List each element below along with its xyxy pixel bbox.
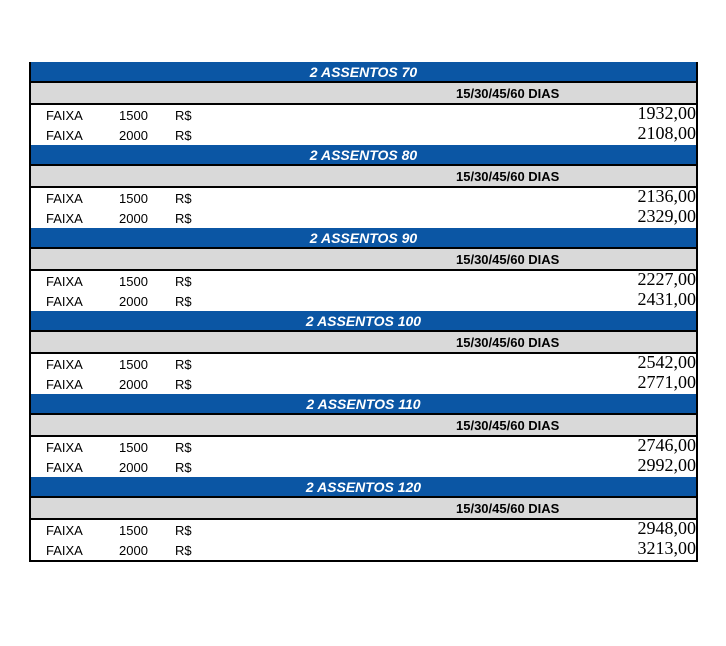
faixa-value: 2000: [119, 211, 148, 226]
faixa-label: FAIXA: [46, 128, 83, 143]
currency-label: R$: [175, 377, 192, 392]
price-table: [29, 62, 698, 562]
price-section: [31, 311, 696, 394]
faixa-value: 2000: [119, 377, 148, 392]
section-subheader: [31, 332, 696, 354]
price-row: [31, 208, 696, 228]
faixa-label: FAIXA: [46, 543, 83, 558]
currency-label: R$: [175, 460, 192, 475]
faixa-label: FAIXA: [46, 274, 83, 289]
section-subheader: [31, 249, 696, 271]
currency-label: R$: [175, 294, 192, 309]
price-row: [31, 105, 696, 125]
faixa-value: 1500: [119, 108, 148, 123]
currency-label: R$: [175, 543, 192, 558]
faixa-label: FAIXA: [46, 377, 83, 392]
price-value: 2542,00: [637, 352, 696, 372]
price-row: [31, 437, 696, 457]
section-subheader: [31, 83, 696, 105]
payment-terms-header: 15/30/45/60 DIAS: [456, 86, 560, 101]
faixa-value: 1500: [119, 357, 148, 372]
currency-label: R$: [175, 191, 192, 206]
price-section: [31, 145, 696, 228]
payment-terms-header: 15/30/45/60 DIAS: [456, 501, 560, 516]
price-section: [31, 228, 696, 311]
payment-terms-header: 15/30/45/60 DIAS: [456, 252, 560, 267]
currency-label: R$: [175, 108, 192, 123]
price-section: [31, 477, 696, 562]
price-value: 2136,00: [637, 186, 696, 206]
price-value: 2992,00: [637, 455, 696, 475]
faixa-value: 2000: [119, 294, 148, 309]
price-value: 2431,00: [637, 289, 696, 309]
section-title: 2 ASSENTOS 90: [31, 228, 696, 249]
currency-label: R$: [175, 357, 192, 372]
price-section: [31, 62, 696, 145]
section-subheader: [31, 498, 696, 520]
price-row: [31, 291, 696, 311]
faixa-label: FAIXA: [46, 523, 83, 538]
faixa-label: FAIXA: [46, 191, 83, 206]
price-row: [31, 125, 696, 145]
currency-label: R$: [175, 211, 192, 226]
faixa-value: 2000: [119, 128, 148, 143]
price-row: [31, 188, 696, 208]
faixa-value: 1500: [119, 191, 148, 206]
section-title: 2 ASSENTOS 120: [31, 477, 696, 498]
price-value: 1932,00: [637, 103, 696, 123]
faixa-label: FAIXA: [46, 357, 83, 372]
section-subheader: [31, 166, 696, 188]
payment-terms-header: 15/30/45/60 DIAS: [456, 169, 560, 184]
price-row: [31, 374, 696, 394]
faixa-label: FAIXA: [46, 211, 83, 226]
faixa-value: 1500: [119, 523, 148, 538]
payment-terms-header: 15/30/45/60 DIAS: [456, 418, 560, 433]
price-row: [31, 540, 696, 562]
price-value: 2227,00: [637, 269, 696, 289]
faixa-label: FAIXA: [46, 108, 83, 123]
price-value: 2108,00: [637, 123, 696, 143]
currency-label: R$: [175, 128, 192, 143]
section-title: 2 ASSENTOS 110: [31, 394, 696, 415]
currency-label: R$: [175, 440, 192, 455]
price-value: 3213,00: [637, 538, 696, 558]
currency-label: R$: [175, 523, 192, 538]
payment-terms-header: 15/30/45/60 DIAS: [456, 335, 560, 350]
faixa-value: 2000: [119, 543, 148, 558]
faixa-value: 1500: [119, 274, 148, 289]
price-value: 2746,00: [637, 435, 696, 455]
faixa-label: FAIXA: [46, 294, 83, 309]
faixa-label: FAIXA: [46, 440, 83, 455]
section-subheader: [31, 415, 696, 437]
faixa-value: 2000: [119, 460, 148, 475]
price-value: 2948,00: [637, 518, 696, 538]
section-title: 2 ASSENTOS 100: [31, 311, 696, 332]
price-section: [31, 394, 696, 477]
price-row: [31, 271, 696, 291]
price-row: [31, 354, 696, 374]
section-title: 2 ASSENTOS 80: [31, 145, 696, 166]
currency-label: R$: [175, 274, 192, 289]
price-row: [31, 457, 696, 477]
section-title: 2 ASSENTOS 70: [31, 62, 696, 83]
faixa-value: 1500: [119, 440, 148, 455]
price-value: 2771,00: [637, 372, 696, 392]
price-row: [31, 520, 696, 540]
price-value: 2329,00: [637, 206, 696, 226]
faixa-label: FAIXA: [46, 460, 83, 475]
